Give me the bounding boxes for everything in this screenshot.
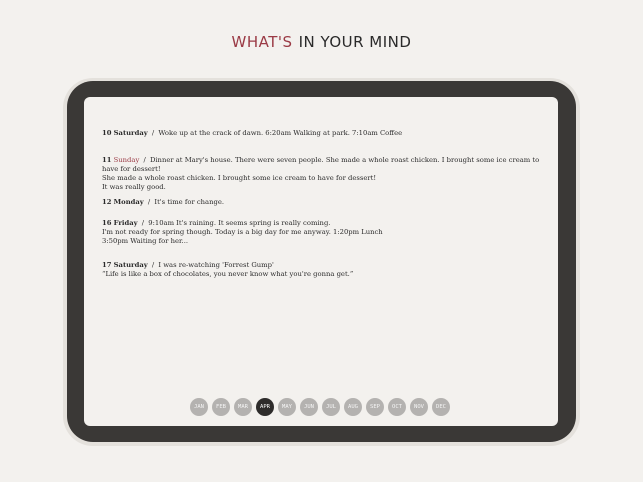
- month-button-apr[interactable]: APR: [256, 398, 274, 416]
- entry-line: [102, 261, 552, 270]
- entry-date: 16: [102, 219, 112, 227]
- entry-line: [102, 219, 552, 228]
- entry-text: It's time for change.: [154, 198, 225, 206]
- diary-entry[interactable]: [102, 219, 552, 246]
- entry-separator: /: [141, 219, 145, 227]
- month-button-may[interactable]: MAY: [278, 398, 296, 416]
- entry-day: Sunday: [113, 156, 140, 164]
- month-button-feb[interactable]: FEB: [212, 398, 230, 416]
- entry-text: 9:10am It's raining. It seems spring is really coming.: [148, 219, 331, 227]
- entry-text: “Life is like a box of chocolates, you never know what you're gonna get.”: [102, 270, 354, 278]
- month-button-oct[interactable]: OCT: [388, 398, 406, 416]
- month-button-sep[interactable]: SEP: [366, 398, 384, 416]
- entry-date: 12: [102, 198, 112, 206]
- entry-text: I'm not ready for spring though. Today is a big day for me anyway. 1:20pm Lunch: [102, 228, 383, 236]
- diary-entry[interactable]: [102, 156, 552, 192]
- month-button-nov[interactable]: NOV: [410, 398, 428, 416]
- month-button-mar[interactable]: MAR: [234, 398, 252, 416]
- month-button-aug[interactable]: AUG: [344, 398, 362, 416]
- entry-separator: /: [151, 129, 155, 137]
- entry-separator: /: [143, 156, 146, 164]
- entry-text: 3:50pm Waiting for her...: [102, 237, 189, 245]
- entry-line: [102, 129, 552, 138]
- month-button-jul[interactable]: JUL: [322, 398, 340, 416]
- tablet-screen: [84, 97, 558, 426]
- entry-day: Monday: [113, 198, 144, 206]
- month-button-jan[interactable]: JAN: [190, 398, 208, 416]
- entry-text: She made a whole roast chicken. I brought some ice cream to have for dessert!: [102, 174, 377, 182]
- entry-text: Dinner at Mary's house. There were seven people. She made a whole roast chicken. I brought some ice cream to have for dessert!: [102, 156, 540, 173]
- entry-date: 10: [102, 129, 112, 137]
- entry-line: [102, 156, 552, 174]
- entry-day: Friday: [113, 219, 138, 227]
- page-headline: [0, 33, 643, 51]
- entry-text: I was re-watching 'Forrest Gump': [158, 261, 274, 269]
- diary-entry[interactable]: [102, 198, 552, 207]
- month-selector: [190, 398, 450, 416]
- entry-day: Saturday: [113, 261, 148, 269]
- month-button-dec[interactable]: DEC: [432, 398, 450, 416]
- entry-text: It was really good.: [102, 183, 166, 191]
- entry-separator: /: [147, 198, 151, 206]
- entry-day: Saturday: [113, 129, 148, 137]
- headline-accent: WHAT'S: [231, 33, 293, 51]
- month-button-jun[interactable]: JUN: [300, 398, 318, 416]
- headline-rest: IN YOUR MIND: [298, 33, 412, 51]
- diary-entry[interactable]: [102, 129, 552, 138]
- diary-entry[interactable]: [102, 261, 552, 279]
- entry-date: 11: [102, 156, 112, 164]
- entry-line: [102, 198, 552, 207]
- entry-date: 17: [102, 261, 112, 269]
- entry-text: Woke up at the crack of dawn. 6:20am Walking at park. 7:10am Coffee: [158, 129, 403, 137]
- entry-separator: /: [151, 261, 155, 269]
